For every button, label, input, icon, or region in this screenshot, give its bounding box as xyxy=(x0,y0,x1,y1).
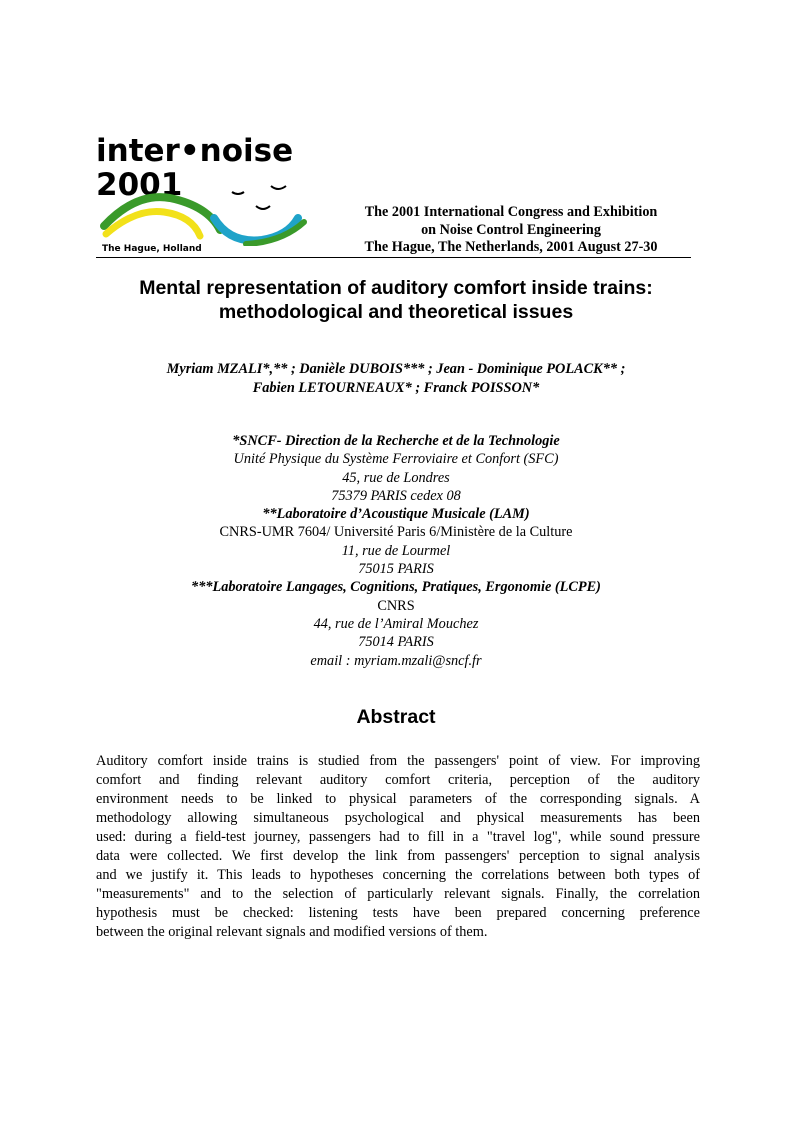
conference-line: The Hague, The Netherlands, 2001 August 27-30 xyxy=(364,239,658,255)
abstract-line: comfort and finding relevant auditory comfort criteria, perception of the auditory xyxy=(96,772,700,788)
abstract-line: data were collected. We first develop the link from passengers' perception to signal analysis xyxy=(96,848,700,864)
abstract-body xyxy=(96,752,700,942)
abstract-line: environment needs to be linked to physical parameters of the corresponding signals. A xyxy=(96,791,700,807)
affiliation-unit: Unité Physique du Système Ferroviaire et Confort (SFC) xyxy=(233,451,559,468)
affiliation-name: *SNCF- Direction de la Recherche et de la Technologie xyxy=(232,433,560,449)
affiliation-city: 75015 PARIS xyxy=(358,561,434,578)
author-line: Fabien LETOURNEAUX* ; Franck POISSON* xyxy=(252,380,540,396)
affiliation-street: 11, rue de Lourmel xyxy=(341,542,451,559)
affiliation-street: 45, rue de Londres xyxy=(342,469,450,486)
contact-email: email : myriam.mzali@sncf.fr xyxy=(310,652,482,669)
abstract-line: used: during a field-test journey, passengers had to fill in a "travel log", while sound pressure xyxy=(96,829,700,845)
affiliation-unit: CNRS-UMR 7604/ Université Paris 6/Ministère de la Culture xyxy=(219,524,573,541)
conference-info xyxy=(336,204,686,257)
abstract-line: hypothesis must be checked: listening tests have been prepared concerning preference xyxy=(96,905,700,921)
conference-line: on Noise Control Engineering xyxy=(421,221,601,238)
affiliation-unit: CNRS xyxy=(377,597,415,614)
author-line: Myriam MZALI*,** ; Danièle DUBOIS*** ; Jean - Dominique POLACK** ; xyxy=(166,361,626,377)
conference-line: The 2001 International Congress and Exhibition xyxy=(364,204,658,220)
logo-place-caption: The Hague, Holland xyxy=(102,244,202,254)
title-line: Mental representation of auditory comfort inside trains: xyxy=(139,277,653,299)
affiliations xyxy=(96,432,696,670)
abstract-line: Auditory comfort inside trains is studied from the passengers' point of view. For improving xyxy=(96,753,700,769)
abstract-heading: Abstract xyxy=(356,706,436,728)
paper-title xyxy=(96,276,696,324)
logo-wordmark: inter•noise 2001 xyxy=(96,133,294,203)
affiliation-name: ***Laboratoire Langages, Cognitions, Pratiques, Ergonomie (LCPE) xyxy=(191,579,601,596)
abstract-line: "measurements" and to the selection of particularly relevant signals. Finally, the correlation xyxy=(96,886,700,902)
affiliation-city: 75014 PARIS xyxy=(358,634,434,651)
conference-logo xyxy=(96,128,336,260)
title-line: methodological and theoretical issues xyxy=(218,301,574,323)
abstract-line: methodology allowing simultaneous psychological and physical measurements has been xyxy=(96,810,700,826)
abstract-line: and we justify it. This leads to hypotheses concerning the correlations between both types of xyxy=(96,867,700,883)
wave-smile-logo-icon xyxy=(96,174,336,246)
affiliation-city: 75379 PARIS cedex 08 xyxy=(331,487,461,504)
author-list xyxy=(96,360,696,398)
header-rule xyxy=(96,257,691,258)
affiliation-name: **Laboratoire d’Acoustique Musicale (LAM) xyxy=(262,506,530,523)
affiliation-street: 44, rue de l’Amiral Mouchez xyxy=(313,615,479,632)
abstract-line: between the original relevant signals and modified versions of them. xyxy=(96,924,488,940)
